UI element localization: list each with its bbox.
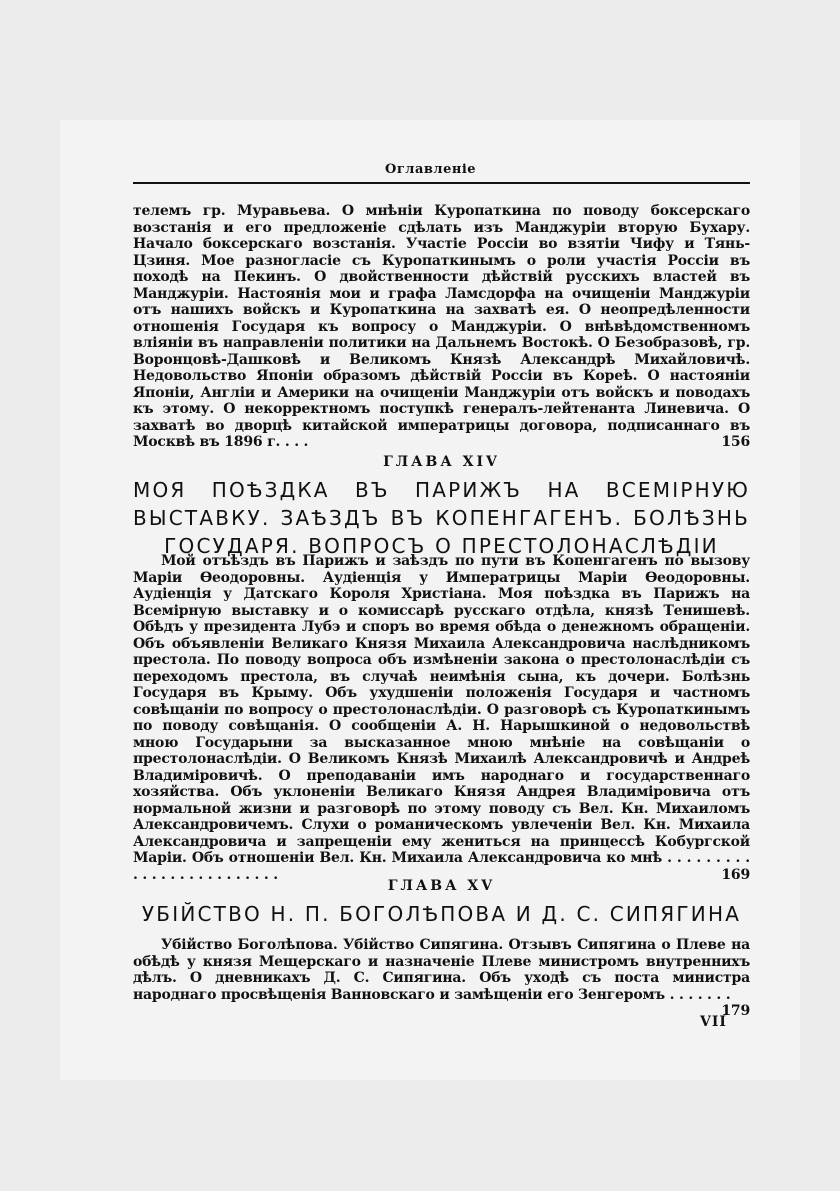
chapter-label: ГЛАВА XIV <box>383 454 500 470</box>
toc-entry-summary: телемъ гр. Муравьева. О мнѣніи Куропаткина по поводу боксерскаго возстанія и его предложеніе сдѣлать изъ Манджуріи вторую Бухару. Начало боксерскаго возстанія. Участіе Россіи во взятіи Чифу и Тянь-Цзиня. Мое разногласіе съ Куропаткинымъ о роли участія Россіи въ походѣ на Пекинъ. О двойственности дѣйствій русскихъ властей въ Манджуріи. Настоянія мои и графа Ламсдорфа на очищеніи Манджуріи отъ нашихъ войскъ и Куропаткина на захватѣ ея. О неопредѣленности отношенія Государя къ вопросу о Манджуріи. О внѣвѣдомственномъ вліяніи въ направленіи политики на Дальнемъ Востокѣ. О Безобразовѣ, гр. Воронцовѣ-Дашковѣ и Великомъ Князѣ Александрѣ Михайловичѣ. Недовольство Японіи образомъ дѣйствій Россіи въ Кореѣ. О настояніи Японіи, Англіи и Америки на очищеніи Манджуріи отъ войскъ и поводахъ къ этому. О некорректномъ поступкѣ генералъ-лейтенанта Линевича. О захватѣ во дворцѣ китайской императрицы договора, подписаннаго въ Москвѣ въ 1896 г. <box>133 203 750 450</box>
leader-dots: . . . <box>284 434 309 450</box>
page-number: 169 <box>721 866 750 883</box>
chapter-title: УБІЙСТВО Н. П. БОГОЛѢПОВА И Д. С. СИПЯГИНА <box>141 902 742 926</box>
header-rule <box>133 182 750 184</box>
chapter-label: ГЛАВА XV <box>387 878 496 894</box>
toc-entry-text <box>133 553 750 883</box>
toc-entry <box>133 937 750 1020</box>
folio-page-number: VII <box>700 1014 727 1030</box>
page-number: 156 <box>721 434 750 450</box>
toc-entry-text <box>133 203 750 451</box>
leader-dots: . . . . . . . <box>669 986 731 1003</box>
toc-entry-summary: Убійство Боголѣпова. Убійство Сипягина. Отзывъ Сипягина о Плеве на обѣдѣ у князя Мещерскаго и назначеніе Плеве министромъ внутреннихъ дѣлъ. О дневникахъ Д. С. Сипягина. Объ уходѣ съ поста министра народнаго просвѣщенія Ванновскаго и замѣщеніи его Зенгеромъ <box>133 937 750 1003</box>
chapter-title: МОЯ ПОѢЗДКА ВЪ ПАРИЖЪ НА ВСЕМІРНУЮ ВЫСТАВКУ. ЗАѢЗДЪ ВЪ КОПЕНГАГЕНЪ. БОЛѢЗНЬ ГОСУДАРЯ. ВОПРОСЪ О ПРЕСТОЛОНАСЛѢДІИ <box>133 478 750 558</box>
toc-entry-continued <box>133 203 750 451</box>
toc-entry <box>133 553 750 883</box>
toc-entry-text <box>133 937 750 1019</box>
toc-entry-summary: Мой отъѣздъ въ Парижъ и заѣздъ по пути въ Копенгагенъ по вызову Маріи Ѳеодоровны. Аудіенція у Императрицы Маріи Ѳеодоровны. Аудіенція у Датскаго Короля Христіана. Моя поѣздка въ Парижъ на Всемірную выставку и о комиссарѣ русскаго отдѣла, князѣ Тенишевѣ. Обѣдъ у президента Лубэ и споръ во время обѣда о денежномъ обращеніи. Объ объявленіи Великаго Князя Михаила Александровича наслѣдникомъ престола. По поводу вопроса объ измѣненіи закона о престолонаслѣдіи съ переходомъ престола, въ случаѣ неимѣнія сына, къ дочери. Болѣзнь Государя въ Крыму. Объ ухудшеніи положенія Государя и частномъ совѣщаніи по вопросу о престолонаслѣдіи. О разговорѣ съ Куропаткинымъ по поводу совѣщанія. О сообщеніи А. Н. Нарышкиной о недовольствѣ мною Государыни за высказанное мною мнѣніе на совѣщаніи о престолонаслѣдіи. О Великомъ Князѣ Михаилѣ Александровичѣ и Андреѣ Владиміровичѣ. О преподаваніи имъ народнаго и государственнаго хозяйства. Объ уклоненіи Великаго Князя Андрея Владиміровича отъ нормальной жизни и разговорѣ по этому поводу съ Вел. Кн. Михаиломъ Александровичемъ. Слухи о романическомъ увлеченіи Вел. Кн. Михаила Александровича и запрещеніи ему жениться на принцессѣ Кобургской Маріи. Объ отношеніи Вел. Кн. Михаила Александровича ко мнѣ <box>133 553 750 866</box>
leader-dots: . . . . . . . . . . . . . . . . . . . . . . . . . <box>133 850 750 883</box>
page-number: 179 <box>721 1003 750 1019</box>
running-head: Оглавленіе <box>385 162 477 177</box>
